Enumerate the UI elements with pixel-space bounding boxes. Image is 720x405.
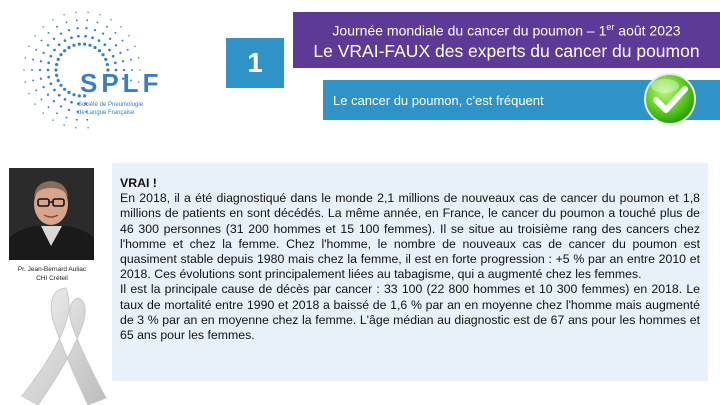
logo-dot — [58, 94, 61, 97]
logo-dot — [42, 86, 44, 88]
logo-dot — [32, 79, 34, 81]
logo-dot — [52, 19, 53, 20]
logo-dot — [108, 49, 111, 52]
logo-dot — [93, 46, 96, 49]
logo-dot — [47, 62, 50, 65]
logo-dot — [64, 98, 67, 101]
logo-dot — [85, 27, 87, 29]
logo-dot — [48, 32, 50, 34]
logo-dot — [59, 53, 62, 56]
logo-dot — [42, 26, 43, 27]
logo-tagline-line1: Société de Pneumologie — [78, 102, 144, 108]
logo-dot — [52, 119, 53, 120]
logo-dot — [98, 39, 101, 42]
logo-dot — [75, 127, 76, 128]
title-date: août 2023 — [614, 22, 681, 39]
logo-dot — [104, 58, 107, 61]
logo-dot — [31, 69, 33, 71]
logo-dot — [42, 52, 44, 54]
logo-dot — [75, 12, 76, 13]
logo-dot — [68, 29, 70, 31]
logo-dot — [41, 98, 43, 100]
logo-dot — [34, 103, 35, 104]
logo-dot — [66, 21, 68, 23]
logo-dot — [99, 14, 100, 15]
logo-dot — [28, 93, 29, 94]
logo-dot — [57, 58, 60, 61]
logo-dot — [32, 59, 34, 61]
logo-dot — [122, 60, 124, 62]
logo-dot — [54, 68, 57, 71]
expert-portrait — [9, 168, 94, 260]
logo-dot — [70, 101, 73, 104]
checkmark-icon — [643, 72, 697, 126]
logo-dot — [91, 36, 94, 39]
logo-dot — [128, 35, 129, 36]
logo-dot — [103, 43, 106, 46]
logo-dot — [50, 55, 53, 58]
logo-dot — [67, 91, 70, 94]
logo-dot — [66, 117, 68, 119]
logo-dot — [53, 49, 56, 52]
logo-dot — [134, 46, 135, 47]
logo-dot — [130, 59, 132, 61]
logo-dot — [25, 81, 26, 82]
logo-dot — [53, 89, 56, 92]
logo-dot — [72, 44, 75, 47]
logo-dot — [55, 74, 58, 77]
logo-dot — [76, 19, 78, 21]
logo-dot — [98, 49, 101, 52]
expert-affiliation: CHI Créteil — [36, 275, 68, 282]
logo-dot — [94, 29, 96, 31]
logo-dot — [68, 109, 70, 111]
logo-dot — [67, 46, 70, 49]
logo-dot — [40, 60, 42, 62]
logo-dot — [78, 43, 81, 46]
title-line2: Le VRAI-FAUX des experts du cancer du poumon — [313, 40, 700, 61]
logo-dot — [115, 32, 117, 34]
logo-dot — [63, 124, 64, 125]
logo-dot — [39, 69, 41, 71]
logo-dot — [101, 53, 104, 56]
logo-dot — [106, 63, 109, 66]
answer-panel — [112, 163, 708, 381]
logo-dot — [58, 43, 61, 46]
logo-dot — [23, 69, 24, 70]
logo-dot — [48, 106, 50, 108]
splf-logo — [10, 8, 170, 148]
title-superscript: er — [606, 22, 615, 33]
answer-paragraph-2: Il est la principale cause de décès par cancer : 33 100 (22 800 hommes et 10 300 femmes) en 2018. Le taux de mortalité entre 1990 et 2018 a baissé de 1,6 % par an en moyenne chez l'homme mais augmenté de 3 % par an en moyenne chez la femme. L'âge médian au diagnostic est de 67 ans pour les hommes et 65 ans pour les femmes. — [120, 282, 700, 343]
logo-tagline-line2: de Langue Française — [78, 110, 135, 116]
logo-dot — [35, 89, 37, 91]
logo-dot — [76, 119, 78, 121]
logo-dot — [77, 35, 80, 38]
logo-dot — [55, 63, 58, 66]
logo-dot — [138, 57, 139, 58]
question-number: 1 — [226, 38, 284, 88]
logo-dot — [76, 27, 78, 29]
logo-dot — [60, 105, 62, 107]
logo-dot — [53, 38, 55, 40]
logo-dot — [42, 112, 43, 113]
header-title-banner — [293, 12, 720, 68]
logo-dot — [41, 40, 43, 42]
logo-dot — [119, 52, 121, 54]
logo-dot — [47, 69, 50, 72]
statement-text: Le cancer du poumon, c'est fréquent — [333, 92, 544, 108]
logo-dot — [110, 19, 111, 20]
logo-dot — [60, 32, 62, 34]
logo-dot — [63, 88, 66, 91]
logo-dot — [87, 127, 88, 128]
logo-dot — [97, 21, 99, 23]
logo-dot — [120, 26, 121, 27]
logo-dot — [40, 78, 42, 80]
logo-dot — [63, 14, 64, 15]
logo-dot — [88, 44, 91, 47]
logo-dot — [25, 57, 26, 58]
logo-dot — [72, 93, 75, 96]
title-line1-text: Journée mondiale du cancer du poumon – 1 — [332, 22, 607, 39]
logo-dot — [102, 32, 104, 34]
logo-dot — [28, 46, 29, 47]
verdict-label: VRAI ! — [120, 176, 157, 190]
logo-dot — [106, 26, 108, 28]
logo-tagline — [78, 101, 178, 117]
logo-dot — [47, 44, 49, 46]
logo-dot — [114, 62, 117, 65]
logo-dot — [35, 49, 37, 51]
logo-dot — [34, 35, 35, 36]
logo-dot — [122, 40, 124, 42]
logo-dot — [59, 84, 62, 87]
logo-dot — [53, 100, 55, 102]
logo-dot — [109, 38, 111, 40]
expert-name: Pr. Jean-Bernard Auliac — [17, 266, 87, 273]
logo-dot — [83, 43, 86, 46]
logo-dot — [47, 76, 50, 79]
logo-name: SPLF — [80, 68, 163, 98]
logo-dot — [50, 82, 53, 85]
logo-dot — [86, 19, 88, 21]
logo-dot — [86, 119, 88, 121]
logo-dot — [64, 39, 67, 42]
logo-dot — [112, 55, 115, 58]
logo-dot — [127, 49, 129, 51]
logo-dot — [87, 12, 88, 13]
answer-paragraph-1: En 2018, il a été diagnostiqué dans le monde 2,1 millions de nouveaux cas de cancer du poumon et 1,8 millions de patients en sont décédés. La même année, en France, le cancer du poumon a touché plus de 46 300 personnes (31 200 hommes et 15 100 femmes). Il se situe au troisième rang des cancers chez l'homme et chez la femme. Chez l'homme, le nombre de nouveaux cas de cancer du poumon est quasiment stable depuis 1980 mais chez la femme, il est en forte progression : +5 % par an entre 2010 et 2018. Ces évolutions sont principalement liées au tabagisme, qui a augmenté chez les femmes. — [120, 191, 700, 282]
expert-photo — [9, 168, 94, 260]
logo-dot — [56, 112, 58, 114]
logo-dot — [47, 94, 49, 96]
logo-dot — [63, 49, 66, 52]
logo-dot — [115, 44, 117, 46]
logo-dot — [70, 36, 73, 39]
logo-dot — [84, 35, 87, 38]
logo-dot — [57, 79, 60, 82]
title-line1 — [293, 18, 720, 40]
logo-dot — [56, 26, 58, 28]
